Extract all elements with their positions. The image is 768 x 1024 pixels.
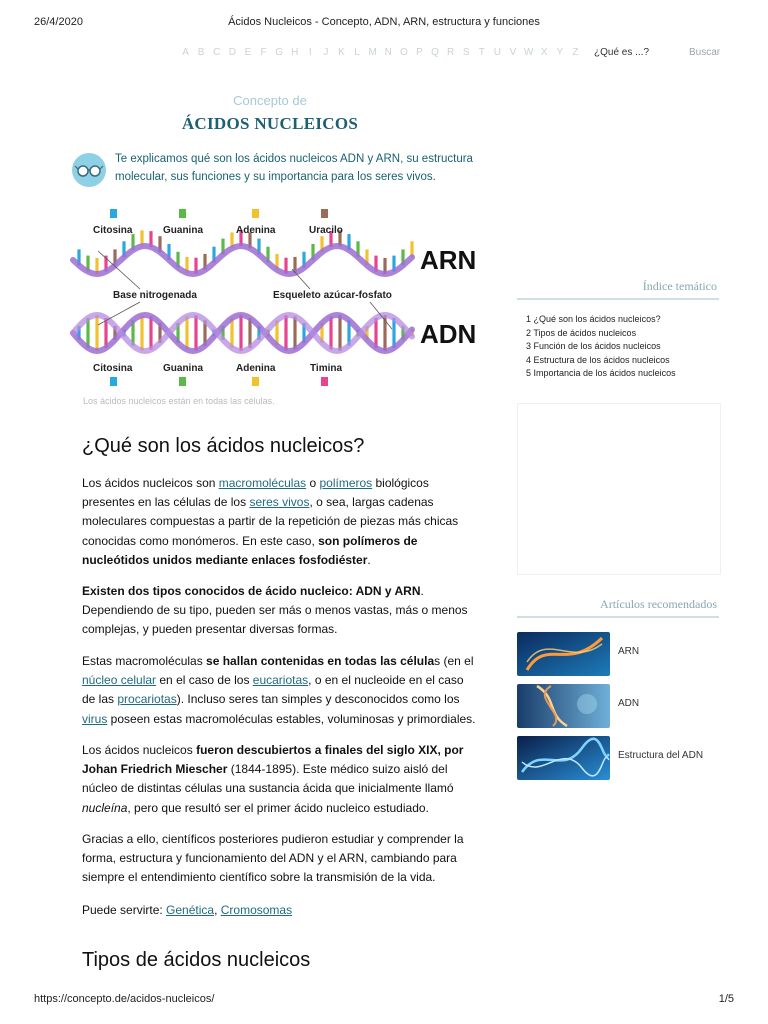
alphabet-letter-d[interactable]: D	[228, 47, 237, 58]
chip-bottom-t	[321, 377, 328, 386]
recommended-label-adn[interactable]: ADN	[618, 698, 640, 709]
glasses-icon	[72, 153, 106, 187]
alphabet-letter-e[interactable]: E	[244, 47, 252, 58]
que-es-menu[interactable]: ¿Qué es ...?	[594, 47, 650, 58]
text: , o en el nucleoide en el caso de las	[82, 673, 464, 707]
text: Estas macromoléculas	[82, 654, 207, 668]
label-esqueleto: Esqueleto azúcar-fosfato	[273, 290, 392, 301]
alphabet-letter-q[interactable]: Q	[431, 47, 440, 58]
figure-caption: Los ácidos nucleicos están en todas las células.	[83, 396, 275, 406]
search-link[interactable]: Buscar	[689, 47, 721, 58]
link-virus[interactable]: virus	[82, 711, 108, 726]
link-seres-vivos[interactable]: seres vivos	[249, 495, 310, 510]
recommended-rule	[517, 616, 719, 618]
chip-top-u	[321, 209, 328, 218]
alphabet-letter-b[interactable]: B	[197, 47, 205, 58]
recommended-item-arn[interactable]	[517, 632, 719, 676]
recommended-label-arn[interactable]: ARN	[618, 646, 640, 657]
section-heading-tipos: Tipos de ácidos nucleicos	[82, 949, 311, 971]
recommended-item-estructura[interactable]	[517, 736, 719, 780]
alphabet-letter-o[interactable]: O	[399, 47, 409, 58]
italic-text: nucleína	[82, 800, 128, 815]
section-heading-que-son: ¿Qué son los ácidos nucleicos?	[82, 435, 365, 457]
alphabet-letter-t[interactable]: T	[478, 47, 486, 58]
alphabet-letter-p[interactable]: P	[416, 47, 424, 58]
recommended-thumb-adn[interactable]	[517, 684, 610, 728]
paragraph-3	[82, 652, 478, 729]
toc-item-1[interactable]: 1 ¿Qué son los ácidos nucleicos?	[526, 314, 661, 324]
text: poseen estas macromoléculas estables, voluminosas y primordiales.	[107, 711, 476, 726]
recommended-title: Artículos recomendados	[600, 597, 717, 611]
recommended-label-estructura[interactable]: Estructura del ADN	[618, 750, 704, 761]
alphabet-letter-r[interactable]: R	[447, 47, 455, 58]
toc-item-4[interactable]: 4 Estructura de los ácidos nucleicos	[526, 354, 670, 365]
print-doc-title: Ácidos Nucleicos - Concepto, ADN, ARN, estructura y funciones	[228, 16, 540, 28]
text: s (en el	[434, 654, 474, 668]
alphabet-letter-j[interactable]: J	[323, 47, 329, 58]
ad-placeholder	[517, 403, 721, 575]
label-base-nitrogenada: Base nitrogenada	[113, 290, 197, 301]
link-nucleo-celular[interactable]: núcleo celular	[82, 673, 157, 688]
alphabet-letter-z[interactable]: Z	[572, 47, 579, 58]
chip-top-c	[110, 209, 117, 218]
toc-item-5[interactable]: 5 Importancia de los ácidos nucleicos	[526, 368, 676, 378]
nucleic-acid-figure	[70, 205, 490, 395]
text: .	[367, 552, 371, 567]
page-title: ÁCIDOS NUCLEICOS	[181, 114, 359, 133]
bottom-base-adenina: Adenina	[236, 363, 276, 374]
alphabet-letter-s[interactable]: S	[462, 47, 471, 58]
page-kicker: Concepto de	[233, 93, 307, 108]
print-date: 26/4/2020	[34, 16, 83, 28]
link-macromoleculas[interactable]: macromoléculas	[218, 476, 307, 490]
text: (1844-1895). Este médico suizo aisló del núcleo de distintas células una sustancia ácida que inicialmente llamó	[82, 762, 454, 796]
print-page-count: 1/5	[718, 993, 734, 1005]
alphabet-letter-g[interactable]: G	[275, 47, 284, 58]
text: Los ácidos nucleicos son	[82, 476, 219, 490]
link-procariotas[interactable]: procariotas	[117, 692, 177, 707]
recommended-thumb-estructura[interactable]	[517, 736, 610, 780]
arn-label: ARN	[420, 245, 477, 275]
link-cromosomas[interactable]: Cromosomas	[220, 903, 293, 917]
alphabet-letter-y[interactable]: Y	[556, 47, 564, 58]
alphabet-letter-h[interactable]: H	[291, 47, 299, 58]
toc-item-2[interactable]: 2 Tipos de ácidos nucleicos	[526, 327, 637, 338]
top-base-guanina: Guanina	[163, 225, 204, 236]
bottom-base-guanina: Guanina	[163, 363, 204, 374]
text: , o sea, largas cadenas moleculares compuestas a partir de la repetición de piezas más chicas conocidas como monómeros. En este caso,	[82, 495, 459, 548]
top-base-uracilo: Uracilo	[309, 225, 343, 236]
text: ). Incluso seres tan simples y desconocidos como los	[176, 692, 460, 707]
text: , pero que resultó ser el primer ácido nucleico estudiado.	[127, 800, 429, 815]
alphabet-letter-n[interactable]: N	[384, 47, 393, 58]
chip-top-a	[252, 209, 259, 218]
link-genetica[interactable]: Genética	[166, 903, 215, 917]
alphabet-letter-x[interactable]: X	[540, 47, 549, 58]
bottom-base-timina: Timina	[310, 363, 343, 374]
adn-label: ADN	[420, 319, 477, 349]
chip-top-g	[179, 209, 186, 218]
chip-bottom-c	[110, 377, 117, 386]
alphabet-letter-v[interactable]: V	[509, 47, 517, 58]
text: Los ácidos nucleicos	[82, 743, 197, 757]
top-base-adenina: Adenina	[236, 225, 276, 236]
paragraph-5: Gracias a ello, científicos posteriores pudieron estudiar y comprender la forma, estructura y funcionamiento del ADN y el ARN, cambiando para siempre el entendimiento científico sobre la transmisión de la vida.	[82, 832, 464, 885]
chip-bottom-a	[252, 377, 259, 386]
top-base-citosina: Citosina	[93, 225, 133, 236]
text: Puede servirte:	[82, 903, 167, 917]
bold-text: Existen dos tipos conocidos de ácido nucleico: ADN y ARN	[82, 584, 421, 598]
paragraph-1	[82, 474, 478, 570]
alphabet-letter-m[interactable]: M	[368, 47, 378, 58]
link-polimeros[interactable]: polímeros	[319, 476, 373, 490]
text: biológicos presentes en las células de los	[82, 476, 429, 510]
alphabet-nav	[178, 47, 583, 58]
alphabet-letter-a[interactable]: A	[182, 47, 190, 58]
text: en el caso de los	[156, 673, 253, 688]
alphabet-letter-k[interactable]: K	[338, 47, 346, 58]
recommended-item-adn[interactable]	[517, 684, 719, 728]
alphabet-letter-u[interactable]: U	[493, 47, 502, 58]
alphabet-letter-f[interactable]: F	[260, 47, 268, 58]
text: ,	[214, 903, 221, 917]
toc-title: Índice temático	[642, 279, 717, 293]
text: . Dependiendo de su tipo, pueden ser más o menos vastas, más o menos complejas, y pueden presentar diversas formas.	[82, 584, 468, 637]
print-url: https://concepto.de/acidos-nucleicos/	[34, 993, 215, 1005]
intro-text: Te explicamos qué son los ácidos nucleicos ADN y ARN, su estructura molecular, sus funciones y su importancia para los seres vivos.	[115, 153, 473, 183]
bold-text: son polímeros de nucleótidos unidos mediante enlaces fosfodiéster	[82, 533, 418, 567]
chip-bottom-g	[179, 377, 186, 386]
link-eucariotas[interactable]: eucariotas	[252, 673, 309, 688]
alphabet-letter-c[interactable]: C	[213, 47, 221, 58]
paragraph-see-also	[82, 901, 478, 920]
text: o	[306, 476, 320, 490]
alphabet-letter-l[interactable]: L	[354, 47, 361, 58]
bold-text: se hallan contenidas en todas las célula	[206, 654, 435, 668]
alphabet-letter-i[interactable]: I	[308, 47, 313, 58]
toc-item-3[interactable]: 3 Función de los ácidos nucleicos	[526, 341, 661, 351]
toc-list	[526, 313, 676, 381]
recommended-thumb-arn[interactable]	[517, 632, 610, 676]
bold-text: fueron descubiertos a finales del siglo XIX, por Johan Friedrich Miescher	[82, 743, 464, 777]
paragraph-4	[82, 741, 478, 818]
alphabet-letter-w[interactable]: W	[523, 47, 534, 58]
toc-rule	[517, 298, 719, 300]
bottom-base-citosina: Citosina	[93, 363, 133, 374]
paragraph-2	[82, 582, 478, 640]
